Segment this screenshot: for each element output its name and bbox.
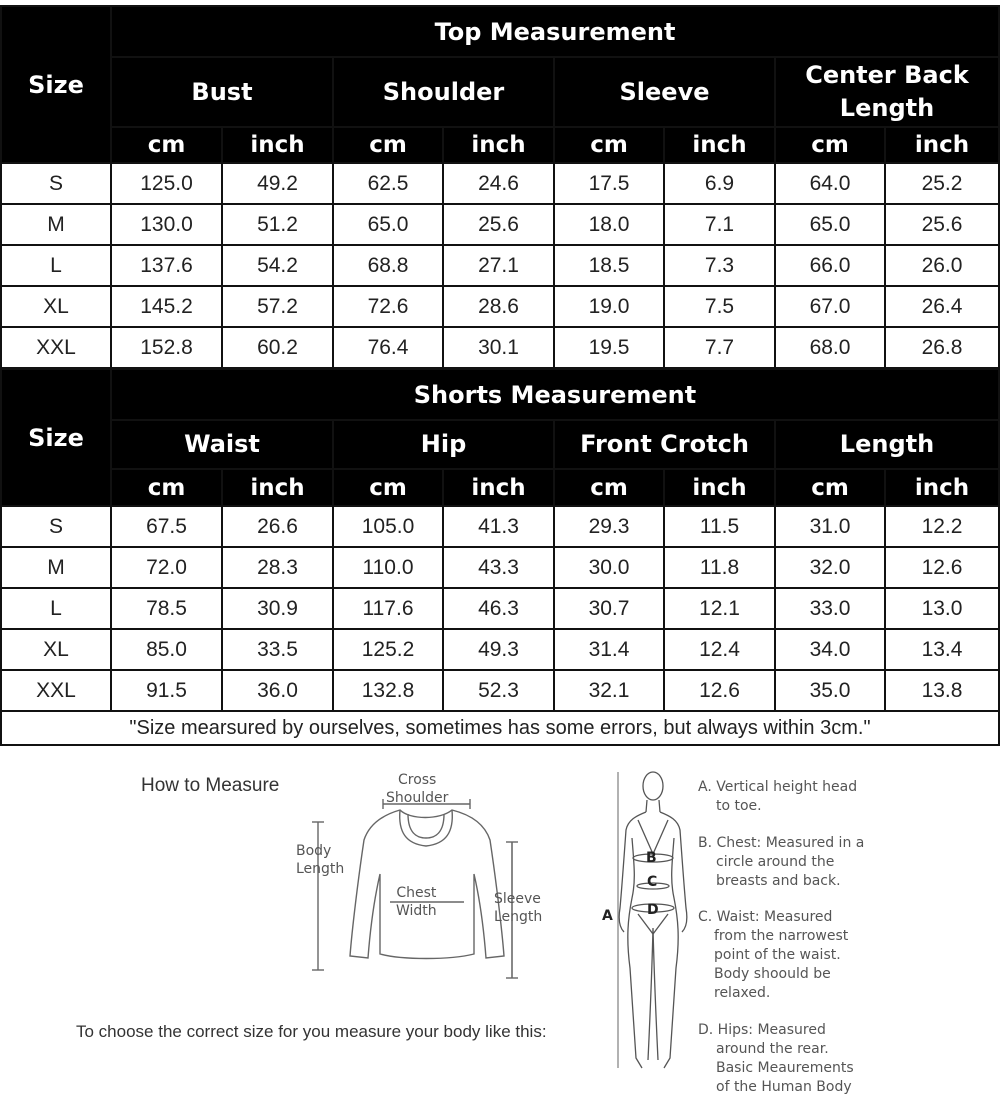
value-cell: 51.2 — [222, 204, 333, 245]
value-cell: 54.2 — [222, 245, 333, 286]
table-row — [1, 629, 999, 670]
value-cell: 12.6 — [885, 547, 999, 588]
table-row — [1, 245, 999, 286]
shorts-measurement-table — [0, 368, 1000, 746]
value-cell: 64.0 — [775, 163, 885, 204]
chest-width-label: Chest Width — [396, 885, 437, 919]
figure-letter-b: B — [646, 850, 657, 866]
unit-header: cm — [775, 469, 885, 506]
figure-letter-c: C — [647, 874, 658, 890]
value-cell: 65.0 — [333, 204, 443, 245]
unit-header: cm — [333, 127, 443, 163]
size-cell: L — [1, 245, 111, 286]
value-cell: 19.5 — [554, 327, 664, 368]
value-cell: 32.0 — [775, 547, 885, 588]
value-cell: 152.8 — [111, 327, 222, 368]
value-cell: 36.0 — [222, 670, 333, 711]
value-cell: 49.2 — [222, 163, 333, 204]
note-c: C. Waist: Measured from the narrowest point of the waist. Body shoould be relaxed. — [698, 909, 849, 1001]
unit-header: inch — [664, 127, 775, 163]
value-cell: 26.6 — [222, 506, 333, 547]
cross-shoulder-label: Cross Shoulder — [386, 772, 449, 806]
group-header-front-crotch: Front Crotch — [554, 420, 775, 469]
value-cell: 65.0 — [775, 204, 885, 245]
value-cell: 12.6 — [664, 670, 775, 711]
value-cell: 137.6 — [111, 245, 222, 286]
value-cell: 125.2 — [333, 629, 443, 670]
value-cell: 26.0 — [885, 245, 999, 286]
table-row — [1, 286, 999, 327]
value-cell: 28.3 — [222, 547, 333, 588]
unit-header: cm — [111, 127, 222, 163]
unit-header: cm — [333, 469, 443, 506]
value-cell: 78.5 — [111, 588, 222, 629]
value-cell: 31.0 — [775, 506, 885, 547]
size-cell: XL — [1, 629, 111, 670]
value-cell: 24.6 — [443, 163, 554, 204]
value-cell: 110.0 — [333, 547, 443, 588]
value-cell: 12.2 — [885, 506, 999, 547]
size-cell: S — [1, 506, 111, 547]
value-cell: 18.5 — [554, 245, 664, 286]
value-cell: 57.2 — [222, 286, 333, 327]
value-cell: 67.0 — [775, 286, 885, 327]
value-cell: 12.1 — [664, 588, 775, 629]
group-header-hip: Hip — [333, 420, 554, 469]
value-cell: 13.0 — [885, 588, 999, 629]
value-cell: 35.0 — [775, 670, 885, 711]
table-title: Shorts Measurement — [111, 369, 999, 420]
size-header: Size — [1, 6, 111, 163]
value-cell: 18.0 — [554, 204, 664, 245]
value-cell: 28.6 — [443, 286, 554, 327]
value-cell: 130.0 — [111, 204, 222, 245]
size-cell: M — [1, 547, 111, 588]
value-cell: 7.1 — [664, 204, 775, 245]
group-header-length: Length — [775, 420, 999, 469]
value-cell: 26.4 — [885, 286, 999, 327]
value-cell: 52.3 — [443, 670, 554, 711]
value-cell: 17.5 — [554, 163, 664, 204]
value-cell: 25.6 — [443, 204, 554, 245]
note-b: B. Chest: Measured in a circle around the breasts and back. — [698, 835, 865, 889]
value-cell: 33.5 — [222, 629, 333, 670]
value-cell: 132.8 — [333, 670, 443, 711]
table-row — [1, 588, 999, 629]
choose-size-instruction: To choose the correct size for you measure your body like this: — [76, 1022, 547, 1041]
value-cell: 33.0 — [775, 588, 885, 629]
measurement-note: "Size mearsured by ourselves, sometimes has some errors, but always within 3cm." — [1, 711, 999, 745]
table-title: Top Measurement — [111, 6, 999, 57]
group-header-bust: Bust — [111, 57, 333, 127]
value-cell: 76.4 — [333, 327, 443, 368]
value-cell: 25.6 — [885, 204, 999, 245]
table-row — [1, 204, 999, 245]
value-cell: 60.2 — [222, 327, 333, 368]
value-cell: 30.9 — [222, 588, 333, 629]
size-cell: XL — [1, 286, 111, 327]
value-cell: 34.0 — [775, 629, 885, 670]
figure-letter-d: D — [647, 902, 659, 918]
value-cell: 19.0 — [554, 286, 664, 327]
unit-header: cm — [554, 127, 664, 163]
body-figure-icon — [598, 768, 698, 1088]
size-cell: L — [1, 588, 111, 629]
size-cell: XXL — [1, 670, 111, 711]
value-cell: 31.4 — [554, 629, 664, 670]
value-cell: 91.5 — [111, 670, 222, 711]
unit-header: inch — [222, 469, 333, 506]
value-cell: 85.0 — [111, 629, 222, 670]
value-cell: 13.8 — [885, 670, 999, 711]
value-cell: 27.1 — [443, 245, 554, 286]
value-cell: 30.1 — [443, 327, 554, 368]
unit-header: inch — [885, 127, 999, 163]
unit-header: inch — [443, 469, 554, 506]
value-cell: 145.2 — [111, 286, 222, 327]
table-row — [1, 327, 999, 368]
value-cell: 7.5 — [664, 286, 775, 327]
value-cell: 11.5 — [664, 506, 775, 547]
unit-header: inch — [443, 127, 554, 163]
value-cell: 68.8 — [333, 245, 443, 286]
value-cell: 29.3 — [554, 506, 664, 547]
top-measurement-table — [0, 5, 1000, 369]
unit-header: inch — [885, 469, 999, 506]
table-row — [1, 547, 999, 588]
value-cell: 30.7 — [554, 588, 664, 629]
value-cell: 67.5 — [111, 506, 222, 547]
value-cell: 12.4 — [664, 629, 775, 670]
value-cell: 32.1 — [554, 670, 664, 711]
unit-header: cm — [554, 469, 664, 506]
value-cell: 26.8 — [885, 327, 999, 368]
value-cell: 68.0 — [775, 327, 885, 368]
how-to-measure-heading: How to Measure — [141, 775, 280, 796]
value-cell: 117.6 — [333, 588, 443, 629]
group-header-shoulder: Shoulder — [333, 57, 554, 127]
value-cell: 7.3 — [664, 245, 775, 286]
group-header-waist: Waist — [111, 420, 333, 469]
value-cell: 7.7 — [664, 327, 775, 368]
group-header-sleeve: Sleeve — [554, 57, 775, 127]
note-d: D. Hips: Measured around the rear. Basic Meaurements of the Human Body — [698, 1022, 854, 1095]
unit-header: inch — [222, 127, 333, 163]
unit-header: cm — [775, 127, 885, 163]
figure-letter-a: A — [602, 908, 613, 924]
value-cell: 11.8 — [664, 547, 775, 588]
size-cell: M — [1, 204, 111, 245]
value-cell: 62.5 — [333, 163, 443, 204]
table-row — [1, 506, 999, 547]
value-cell: 49.3 — [443, 629, 554, 670]
value-cell: 30.0 — [554, 547, 664, 588]
size-cell: S — [1, 163, 111, 204]
size-cell: XXL — [1, 327, 111, 368]
sleeve-length-label: Sleeve Length — [494, 891, 543, 925]
unit-header: cm — [111, 469, 222, 506]
value-cell: 41.3 — [443, 506, 554, 547]
table-row — [1, 670, 999, 711]
value-cell: 66.0 — [775, 245, 885, 286]
body-length-label: Body Length — [296, 843, 345, 877]
value-cell: 6.9 — [664, 163, 775, 204]
value-cell: 72.0 — [111, 547, 222, 588]
table-row — [1, 163, 999, 204]
unit-header: inch — [664, 469, 775, 506]
value-cell: 43.3 — [443, 547, 554, 588]
value-cell: 72.6 — [333, 286, 443, 327]
group-header-center-back-length: Center Back Length — [775, 57, 999, 127]
size-header: Size — [1, 369, 111, 506]
value-cell: 13.4 — [885, 629, 999, 670]
note-a: A. Vertical height head to toe. — [698, 779, 858, 814]
value-cell: 25.2 — [885, 163, 999, 204]
value-cell: 125.0 — [111, 163, 222, 204]
value-cell: 105.0 — [333, 506, 443, 547]
value-cell: 46.3 — [443, 588, 554, 629]
